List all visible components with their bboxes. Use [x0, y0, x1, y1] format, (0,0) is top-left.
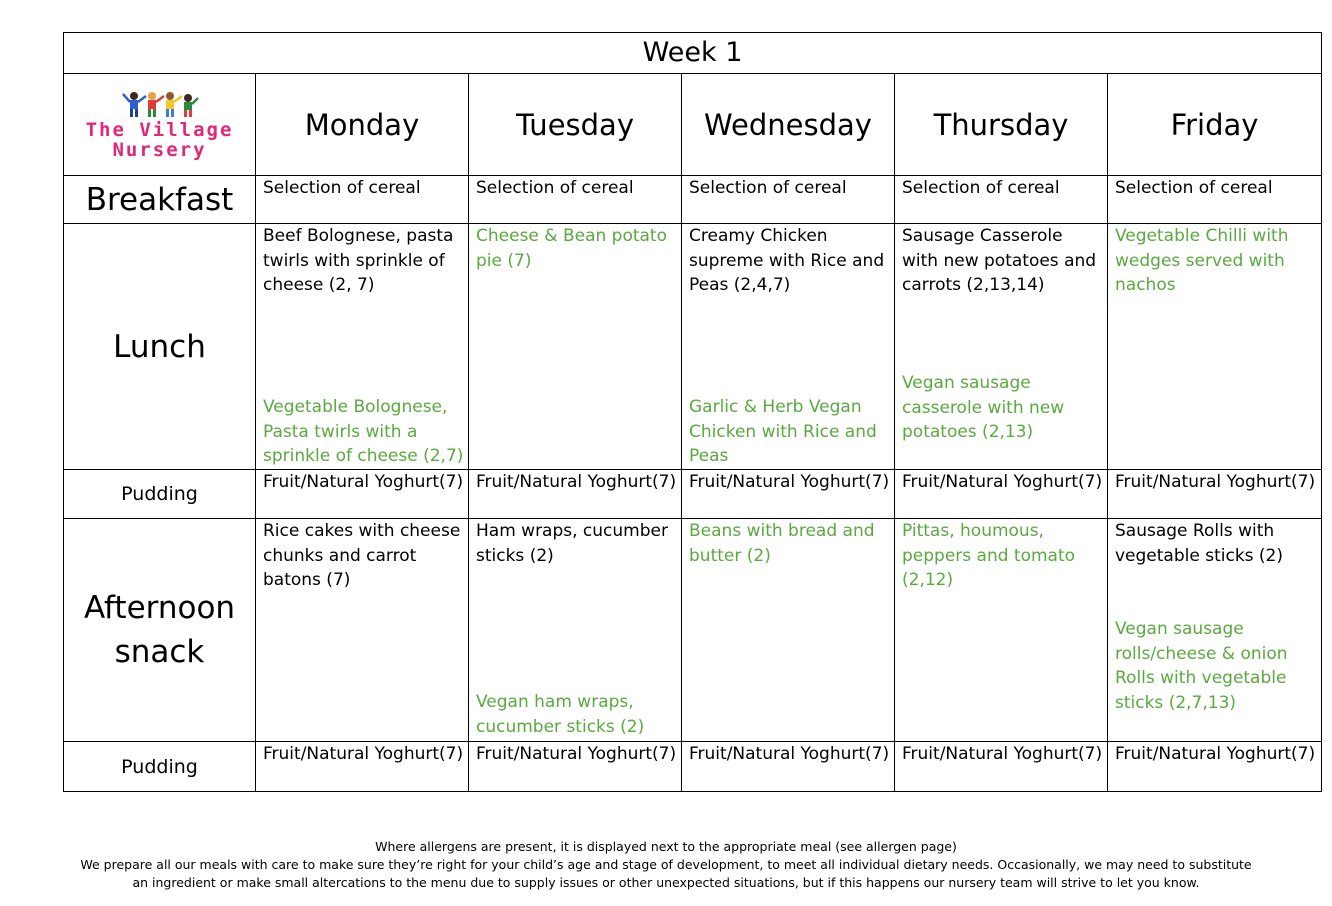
pudding-cell-thursday: Fruit/Natural Yoghurt(7) — [895, 742, 1108, 792]
day-header-wednesday: Wednesday — [682, 74, 895, 176]
pudding-cell-friday: Fruit/Natural Yoghurt(7) — [1108, 470, 1322, 519]
pudding-cell-tuesday: Fruit/Natural Yoghurt(7) — [469, 470, 682, 519]
row-label-breakfast: Breakfast — [64, 176, 256, 224]
breakfast-cell-wednesday — [682, 176, 895, 224]
vegan-meal-text: Garlic & Herb Vegan Chicken with Rice and Peas — [689, 397, 877, 466]
breakfast-cell-tuesday — [469, 176, 682, 224]
nursery-logo — [64, 74, 256, 176]
children-figures-icon — [120, 90, 200, 120]
day-header-monday: Monday — [256, 74, 469, 176]
snack-cell-monday — [256, 519, 469, 742]
pudding-cell-monday: Fruit/Natural Yoghurt(7) — [256, 470, 469, 519]
meal-care-note-line-1: We prepare all our meals with care to make sure they’re right for your child’s age and stage of development, to meet all individual dietary needs. Occasionally, we may need to substitute — [80, 857, 1252, 872]
snack-cell-friday — [1108, 519, 1322, 742]
day-header-thursday: Thursday — [895, 74, 1108, 176]
snack-cell-thursday — [895, 519, 1108, 742]
menu-table — [63, 32, 1322, 792]
vegan-meal-text: Vegetable Chilli with wedges served with nachos — [1115, 226, 1289, 295]
lunch-cell-wednesday — [682, 224, 895, 470]
breakfast-cell-friday — [1108, 176, 1322, 224]
pudding-cell-thursday: Fruit/Natural Yoghurt(7) — [895, 470, 1108, 519]
meal-text: Selection of cereal — [1115, 178, 1273, 198]
row-label-pudding: Pudding — [64, 470, 256, 519]
pudding-cell-monday: Fruit/Natural Yoghurt(7) — [256, 742, 469, 792]
logo-line-2: Nursery — [112, 138, 207, 161]
breakfast-cell-thursday — [895, 176, 1108, 224]
meal-text: Selection of cereal — [476, 178, 634, 198]
meal-text: Selection of cereal — [902, 178, 1060, 198]
meal-text: Selection of cereal — [689, 178, 847, 198]
lunch-cell-friday — [1108, 224, 1322, 470]
meal-text: Sausage Casserole with new potatoes and carrots (2,13,14) — [902, 226, 1097, 295]
lunch-cell-monday — [256, 224, 469, 470]
meal-text: Rice cakes with cheese chunks and carrot batons (7) — [263, 521, 461, 590]
vegan-meal-text: Pittas, houmous, peppers and tomato (2,12) — [902, 521, 1076, 590]
meal-text: Beef Bolognese, pasta twirls with sprinkle of cheese (2, 7) — [263, 226, 454, 295]
meal-text: Creamy Chicken supreme with Rice and Peas (2,4,7) — [689, 226, 885, 295]
meal-text: Ham wraps, cucumber sticks (2) — [476, 521, 668, 566]
lunch-cell-thursday — [895, 224, 1108, 470]
vegan-meal-text: Vegan sausage casserole with new potatoes (2,13) — [902, 373, 1065, 442]
row-label-pudding: Pudding — [64, 742, 256, 792]
snack-cell-tuesday — [469, 519, 682, 742]
vegan-meal-text: Vegan ham wraps, cucumber sticks (2) — [476, 692, 645, 737]
meal-care-note-line-2: an ingredient or make small altercations to the menu due to supply issues or other unexpected situations, but if this happens our nursery team will strive to let you know. — [132, 875, 1200, 890]
logo-line-1: The Village — [85, 118, 234, 141]
vegan-meal-text: Beans with bread and butter (2) — [689, 521, 875, 566]
vegan-meal-text: Vegan sausage rolls/cheese & onion Rolls with vegetable sticks (2,7,13) — [1115, 619, 1288, 713]
week-title: Week 1 — [64, 33, 1322, 74]
meal-text: Selection of cereal — [263, 178, 421, 198]
vegan-meal-text: Vegetable Bolognese, Pasta twirls with a sprinkle of cheese (2,7) — [263, 397, 464, 466]
allergen-note: Where allergens are present, it is displayed next to the appropriate meal (see allergen page) — [375, 839, 957, 854]
pudding-cell-friday: Fruit/Natural Yoghurt(7) — [1108, 742, 1322, 792]
meal-text: Sausage Rolls with vegetable sticks (2) — [1115, 521, 1284, 566]
day-header-friday: Friday — [1108, 74, 1322, 176]
pudding-cell-wednesday: Fruit/Natural Yoghurt(7) — [682, 742, 895, 792]
lunch-cell-tuesday — [469, 224, 682, 470]
pudding-cell-tuesday: Fruit/Natural Yoghurt(7) — [469, 742, 682, 792]
row-label-afternoon-snack: Afternoon snack — [64, 519, 256, 742]
vegan-meal-text: Cheese & Bean potato pie (7) — [476, 226, 668, 271]
breakfast-cell-monday — [256, 176, 469, 224]
snack-cell-wednesday — [682, 519, 895, 742]
day-header-tuesday: Tuesday — [469, 74, 682, 176]
pudding-cell-wednesday: Fruit/Natural Yoghurt(7) — [682, 470, 895, 519]
row-label-lunch: Lunch — [64, 224, 256, 470]
